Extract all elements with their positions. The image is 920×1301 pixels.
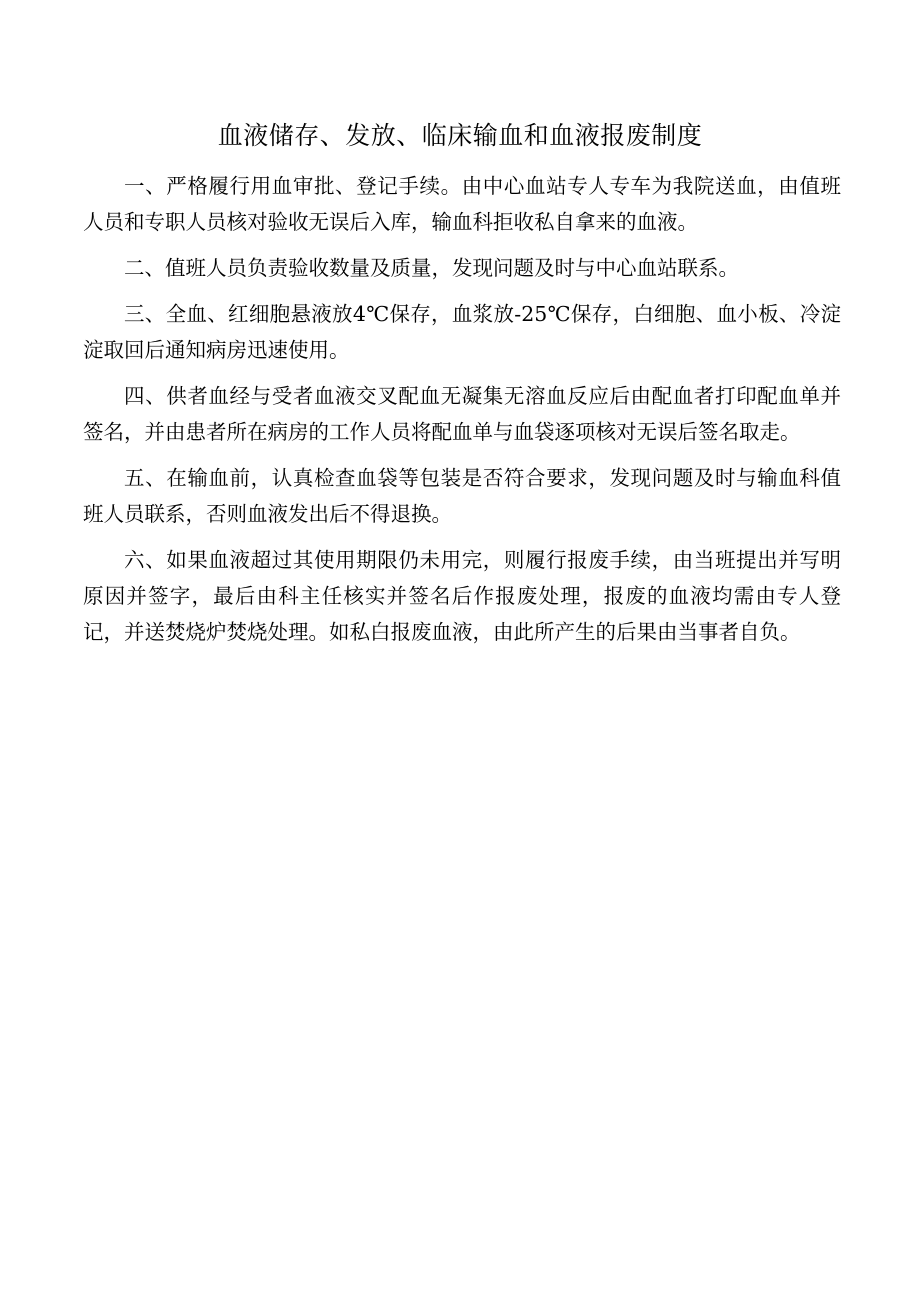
paragraph-3: 三、全血、红细胞悬液放4℃保存，血浆放-25℃保存，白细胞、血小板、冷淀淀取回后通知病房迅速使用。 — [83, 302, 841, 362]
paragraph-5: 五、在输血前，认真检查血袋等包装是否符合要求，发现问题及时与输血科值班人员联系，否则血液发出后不得退换。 — [83, 466, 841, 526]
paragraph-2: 二、值班人员负责验收数量及质量，发现问题及时与中心血站联系。 — [124, 256, 739, 280]
document-title: 血液储存、发放、临床输血和血液报废制度 — [217, 121, 703, 150]
paragraph-1: 一、严格履行用血审批、登记手续。由中心血站专人专车为我院送血，由值班人员和专职人员核对验收无误后入库，输血科拒收私自拿来的血液。 — [83, 174, 841, 234]
paragraph-4: 四、供者血经与受者血液交叉配血无凝集无溶血反应后由配血者打印配血单并签名，并由患者所在病房的工作人员将配血单与血袋逐项核对无误后签名取走。 — [83, 384, 841, 444]
paragraph-6: 六、如果血液超过其使用期限仍未用完，则履行报废手续，由当班提出并写明原因并签字，最后由科主任核实并签名后作报废处理，报废的血液均需由专人登记，并送焚烧炉焚烧处理。如私白报废血液，由此所产生的后果由当事者自负。 — [83, 548, 841, 644]
document-body — [83, 168, 841, 660]
